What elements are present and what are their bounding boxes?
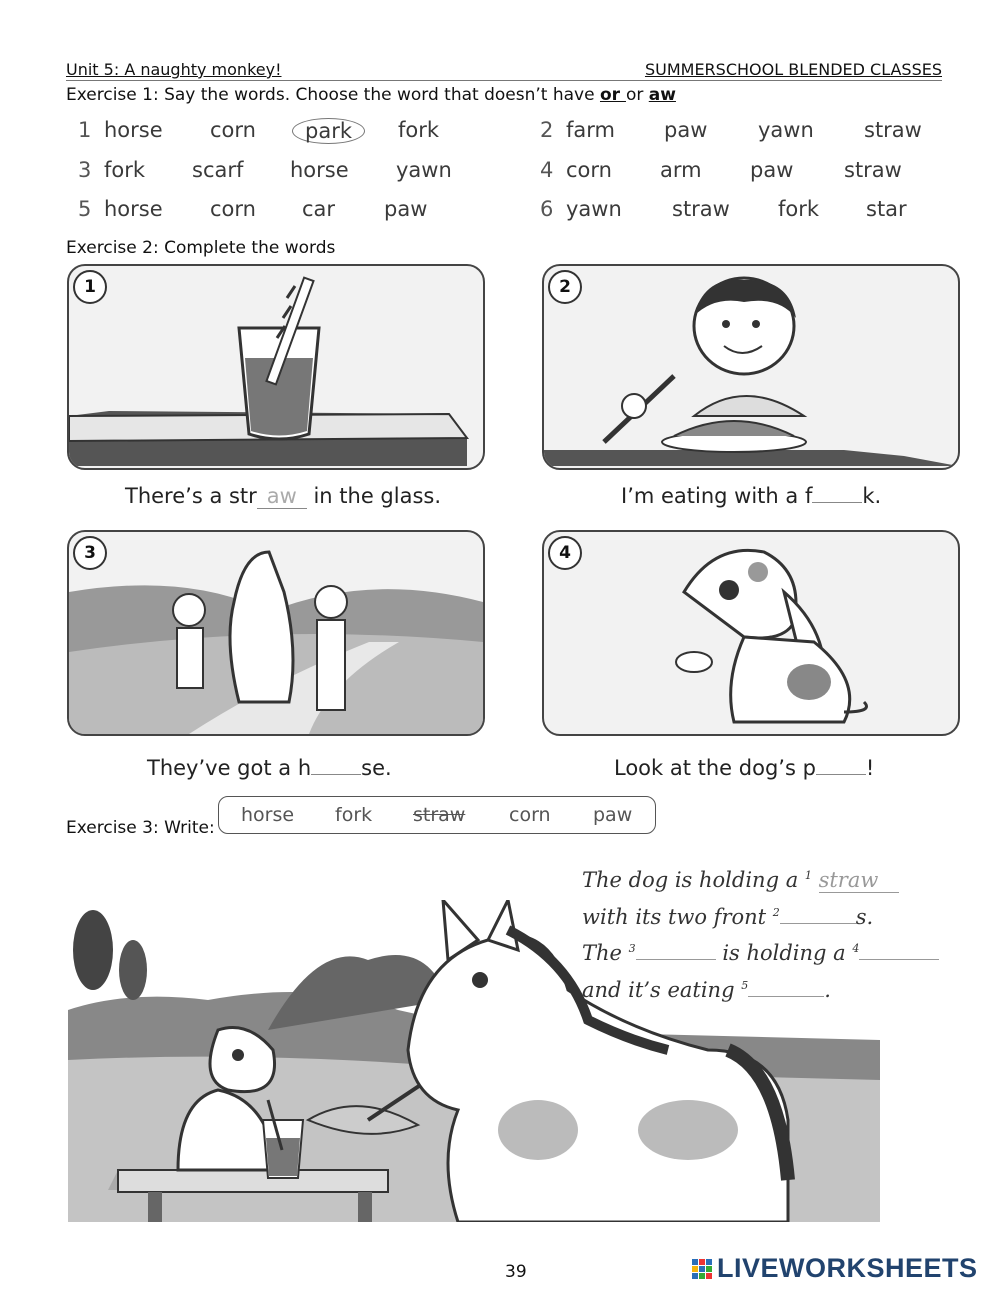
- sentence-2: I’m eating with a f k.: [621, 484, 882, 508]
- story-line-1: The dog is holding a $^1$ straw: [582, 868, 899, 893]
- word-option[interactable]: fork: [104, 158, 146, 182]
- sentence-4: Look at the dog’s p !: [614, 756, 875, 780]
- word-option[interactable]: yawn: [566, 197, 622, 221]
- word-option-circled[interactable]: park: [292, 118, 365, 144]
- answer-blank-3[interactable]: [311, 774, 361, 775]
- word-option[interactable]: car: [302, 197, 336, 221]
- group-number: 1: [78, 118, 92, 142]
- panel-number: 1: [73, 270, 107, 304]
- picture-panel-3: [67, 530, 485, 736]
- group-number: 6: [540, 197, 554, 221]
- word-option[interactable]: paw: [384, 197, 428, 221]
- word-option[interactable]: yawn: [396, 158, 452, 182]
- page-header: [66, 60, 942, 81]
- word-bank-item: fork: [335, 804, 373, 826]
- story-line-3: The $^3$ is holding a $^4$: [582, 941, 939, 965]
- glass-straw-illustration: [69, 266, 483, 468]
- word-option[interactable]: scarf: [192, 158, 244, 182]
- panel-number: 4: [548, 536, 582, 570]
- word-option[interactable]: paw: [664, 118, 708, 142]
- exercise3-title: Exercise 3: Write:: [66, 818, 215, 838]
- liveworksheets-logo: LIVEWORKSHEETS: [692, 1253, 978, 1284]
- answer-blank-1[interactable]: aw: [257, 484, 307, 509]
- logo-icon: [692, 1259, 714, 1281]
- panel-number: 3: [73, 536, 107, 570]
- word-option[interactable]: fork: [778, 197, 820, 221]
- dog-horse-scene-illustration: [68, 900, 880, 1222]
- group-number: 4: [540, 158, 554, 182]
- word-option[interactable]: paw: [750, 158, 794, 182]
- dog-paw-illustration: [544, 532, 958, 734]
- word-option[interactable]: star: [866, 197, 907, 221]
- story-blank-1[interactable]: straw: [819, 868, 899, 893]
- word-bank-item: horse: [241, 804, 295, 826]
- panel-number: 2: [548, 270, 582, 304]
- word-bank-item: paw: [593, 804, 633, 826]
- picture-panel-1: [67, 264, 485, 470]
- word-option[interactable]: farm: [566, 118, 615, 142]
- word-option[interactable]: straw: [844, 158, 902, 182]
- word-option[interactable]: horse: [290, 158, 349, 182]
- exercise2-title: Exercise 2: Complete the words: [66, 238, 336, 258]
- page-number: 39: [505, 1262, 527, 1282]
- school-name: SUMMERSCHOOL BLENDED CLASSES: [644, 60, 942, 79]
- exercise1-title: Exercise 1: Say the words. Choose the word that doesn’t have or or aw: [66, 85, 676, 105]
- group-number: 3: [78, 158, 92, 182]
- answer-blank-2[interactable]: [812, 502, 862, 503]
- group-number: 5: [78, 197, 92, 221]
- word-bank-item: corn: [509, 804, 551, 826]
- word-bank: [218, 796, 656, 834]
- word-option[interactable]: straw: [864, 118, 922, 142]
- unit-title: Unit 5: A naughty monkey!: [66, 60, 282, 79]
- story-line-2: with its two front $^2$ s.: [582, 905, 874, 929]
- sentence-1: There’s a str aw in the glass.: [125, 484, 442, 508]
- kids-horse-illustration: [69, 532, 483, 734]
- word-option[interactable]: yawn: [758, 118, 814, 142]
- picture-panel-4: [542, 530, 960, 736]
- word-option[interactable]: horse: [104, 118, 163, 142]
- group-number: 2: [540, 118, 554, 142]
- answer-blank-4[interactable]: [816, 774, 866, 775]
- word-option[interactable]: straw: [672, 197, 730, 221]
- story-line-4: and it’s eating $^5$ .: [582, 978, 831, 1002]
- sentence-3: They’ve got a h se.: [147, 756, 392, 780]
- boy-eating-illustration: [544, 266, 958, 468]
- word-option[interactable]: corn: [210, 118, 256, 142]
- picture-panel-2: [542, 264, 960, 470]
- word-option[interactable]: fork: [398, 118, 440, 142]
- word-option[interactable]: arm: [660, 158, 702, 182]
- word-option[interactable]: corn: [210, 197, 256, 221]
- word-bank-item-used: straw: [413, 804, 466, 826]
- word-option[interactable]: corn: [566, 158, 612, 182]
- word-option[interactable]: horse: [104, 197, 163, 221]
